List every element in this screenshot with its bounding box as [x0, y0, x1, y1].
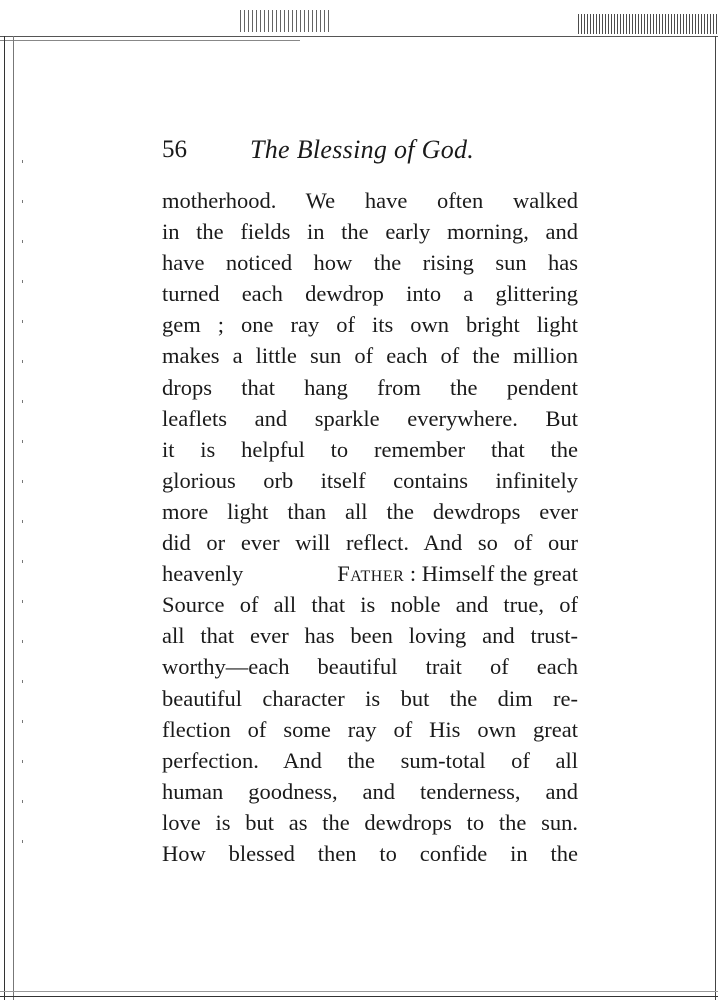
running-head [162, 133, 582, 167]
body-text [162, 185, 578, 869]
text-line: motherhood. We have often walked [162, 188, 578, 213]
text-line: beautiful character is but the dim re- [162, 685, 578, 711]
text-line: Source of all that is noble and true, of [162, 592, 578, 618]
text-line: turned each dewdrop into a glittering [162, 281, 578, 307]
text-line: perfection. And the sum-total of all [162, 747, 578, 773]
scan-artifact-right [578, 14, 718, 34]
page-gutter-marks [22, 160, 23, 880]
scan-artifact-left [240, 10, 330, 32]
scan-top-rule-secondary [0, 40, 300, 41]
page-left-edge [4, 36, 14, 1000]
text-line: did or ever will reflect. And so of our [162, 530, 578, 556]
text-line: human goodness, and tenderness, and [162, 778, 578, 804]
page-right-edge [712, 36, 716, 1000]
text-fragment [337, 558, 578, 589]
text-line: leaflets and sparkle everywhere. But [162, 405, 578, 431]
text-line: makes a little sun of each of the million [162, 343, 578, 369]
text-fragment: heavenly [162, 561, 244, 587]
text-line: all that ever has been loving and trust- [162, 623, 578, 649]
text-line: flection of some ray of His own great [162, 716, 578, 742]
scan-bottom-rule [0, 996, 718, 997]
text-line: love is but as the dewdrops to the sun. [162, 809, 578, 835]
page-number: 56 [162, 136, 187, 163]
text-line: worthy—each beautiful trait of each [162, 654, 578, 680]
text-fragment: : Himself the great [409, 561, 578, 587]
text-line: more light than all the dewdrops ever [162, 498, 578, 524]
text-line: it is helpful to remember that the [162, 436, 578, 462]
smallcaps-word: Father [337, 561, 405, 587]
text-line: drops that hang from the pendent [162, 374, 578, 400]
text-line: in the fields in the early morning, and [162, 219, 578, 245]
text-line-mixed [162, 558, 578, 589]
text-line: gem ; one ray of its own bright light [162, 312, 578, 338]
text-line: How blessed then to confide in the [162, 840, 578, 866]
scan-bottom-rule-secondary [0, 991, 718, 992]
text-line: have noticed how the rising sun has [162, 250, 578, 276]
scan-top-rule [0, 36, 718, 37]
text-line: glorious orb itself contains infinitely [162, 467, 578, 493]
running-title: The Blessing of God. [250, 135, 475, 164]
